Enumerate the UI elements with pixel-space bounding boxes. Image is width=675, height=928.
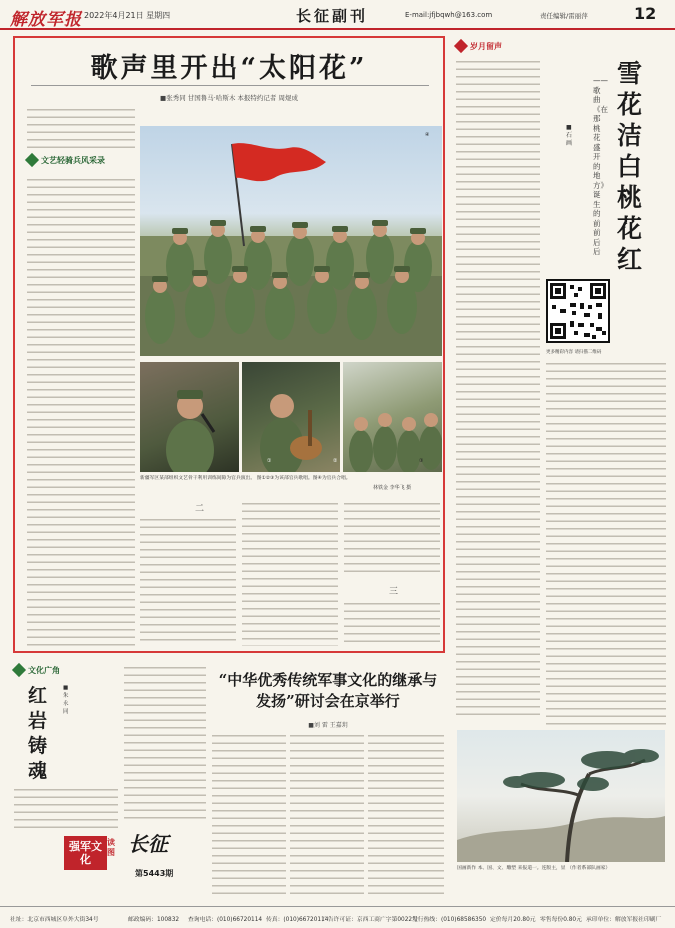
text-column-redrock-2 [124, 664, 206, 824]
section-email: E-mail:jfjbqwh@163.com [405, 11, 493, 19]
issue-date: 2022年4月21日 星期四 [84, 11, 171, 20]
title-divider [31, 85, 429, 86]
text-column-2 [140, 516, 236, 646]
subhead-banner [27, 154, 139, 168]
photo-main[interactable] [140, 126, 442, 356]
culture-banner [14, 664, 96, 678]
responsible-editor: 责任编辑/雷丽萍 [540, 12, 588, 20]
section-mark-2: 二 [195, 504, 205, 514]
text-column-right-2 [546, 360, 666, 726]
photo-marker-4: ④ [425, 132, 430, 138]
page-number: 12 [634, 4, 657, 23]
painting-caption [457, 866, 665, 872]
symposium-title: “中华优秀传统军事文化的继承与发扬”研讨会在京举行 [218, 671, 438, 710]
painting-credit: （作者系部队画家） [567, 866, 611, 871]
text-column-lead [27, 106, 135, 150]
guitar-photo-icon [242, 362, 341, 472]
photo-guitar[interactable] [242, 362, 341, 472]
section-title: 长征副刊 [296, 7, 369, 25]
feature-title: 歌声里开出“太阳花” [90, 53, 368, 84]
diamond-icon [454, 39, 468, 53]
pine-painting-icon [457, 730, 665, 862]
masthead [0, 0, 675, 30]
qiangjun-seal: 强军文化 [64, 836, 107, 870]
singer-photo-icon [140, 362, 239, 472]
symposium-byline: ■刘 雷 王嘉玥 [308, 722, 348, 729]
footer-price-month: 定价每月20.80元 [490, 917, 536, 923]
snow-article-subtitle: ——歌曲《在那桃花盛开的地方》诞生的前前后后 [593, 76, 608, 256]
text-column-4b [344, 600, 440, 646]
footer-fax: 传真：(010)66720114 [266, 917, 329, 923]
photo-marker-2: ② [333, 458, 338, 464]
text-column-1 [27, 176, 135, 646]
footer-phone: 查询电话：(010)66720114 [188, 917, 263, 923]
text-column-4a [344, 500, 440, 576]
footer-price-copy: 零售每份0.80元 [540, 917, 582, 923]
painting-caption-text: 国画新作 本、国、文、雕塑 来报道一。连版主，显 [457, 866, 566, 871]
subhead-label: 文艺轻骑兵风采录 [41, 156, 105, 165]
calligraphy-logo: 长征 [128, 832, 168, 856]
yuemoon-label: 岁月留声 [470, 42, 502, 51]
qr-caption: 更多精彩内容 请扫描二维码 [546, 350, 602, 355]
text-column-right-1 [456, 58, 540, 718]
snow-article-author: ■石画 [566, 124, 573, 147]
page-footer [0, 906, 675, 928]
qr-code[interactable] [546, 279, 610, 343]
text-column-redrock [14, 786, 118, 830]
diamond-icon [12, 663, 26, 677]
footer-hotline: 发行热线：(010)68586350 [412, 917, 487, 923]
footer-ad-license: 广告许可证：京西工商广字第0022号 [322, 917, 418, 923]
redrock-author: ■朱永同 [63, 685, 69, 715]
chorus-photo-icon [343, 362, 442, 472]
text-column-symposium-3 [368, 732, 444, 900]
newspaper-logo: 解放军报 [10, 10, 82, 30]
snow-article-title: 雪花洁白桃花红 [617, 59, 643, 274]
diamond-icon [25, 153, 39, 167]
redrock-title: 红岩铸魂 [28, 685, 48, 782]
qr-code-icon [548, 281, 608, 341]
footer-zip: 邮政编码：100832 [128, 917, 180, 923]
photo-caption: 新疆军区某部组织文艺骨干利用训练间隙为官兵演出。 图①②③为该部官兵歌唱。图④为官兵合唱。 [140, 476, 351, 481]
photo-strip [140, 362, 442, 472]
footer-printer: 承印单位：解放军报社印刷厂 [586, 917, 662, 923]
photo-singer[interactable] [140, 362, 239, 472]
feature-byline: ■张秀同 甘国鲁马·哈斯木 本报特约记者 周煜成 [160, 94, 298, 102]
flag-photo-icon [140, 126, 442, 356]
culture-label: 文化广角 [28, 666, 60, 675]
text-column-symposium-1 [212, 732, 286, 900]
section-mark-3: 三 [389, 587, 399, 597]
footer-address: 社址：北京市西城区阜外大街34号 [10, 917, 99, 923]
feature-article[interactable] [13, 36, 445, 653]
issue-number: 第5443期 [135, 869, 174, 878]
photo-credit: 林铁金 李华飞 摄 [373, 485, 412, 491]
seal-subtitle: 读图 [107, 838, 115, 857]
yuemoon-banner [456, 40, 538, 54]
text-column-symposium-2 [290, 732, 364, 900]
photo-marker-1: ① [267, 458, 272, 464]
text-column-3 [242, 500, 338, 646]
painting-image[interactable] [457, 730, 665, 862]
photo-chorus[interactable] [343, 362, 442, 472]
photo-marker-3: ③ [419, 458, 424, 464]
